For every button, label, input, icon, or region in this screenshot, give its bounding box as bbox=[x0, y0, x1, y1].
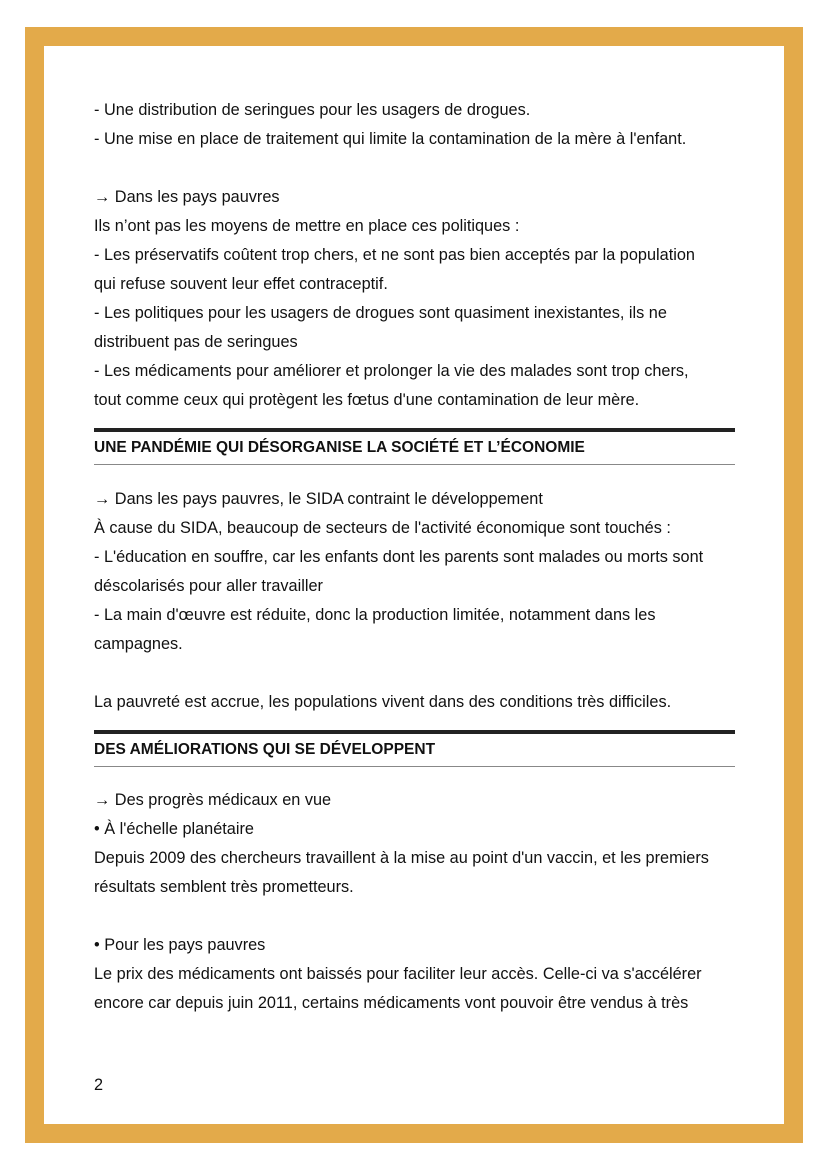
text-line: Le prix des médicaments ont baissés pour faciliter leur accès. Celle-ci va s'accélérer bbox=[94, 965, 702, 983]
text-line: À cause du SIDA, beaucoup de secteurs de l'activité économique sont touchés : bbox=[94, 519, 671, 537]
text-line bbox=[94, 902, 754, 931]
text-line: → Dans les pays pauvres bbox=[94, 188, 280, 206]
text-line: - Les politiques pour les usagers de drogues sont quasiment inexistantes, ils ne bbox=[94, 304, 667, 322]
text-line: campagnes. bbox=[94, 635, 183, 653]
section-heading-pandemie bbox=[94, 428, 735, 465]
page-number: 2 bbox=[94, 1076, 104, 1094]
text-line: La pauvreté est accrue, les populations vivent dans des conditions très difficiles. bbox=[94, 693, 672, 711]
text-line: - L'éducation en souffre, car les enfants dont les parents sont malades ou morts sont bbox=[94, 548, 704, 566]
heading-rule-thin bbox=[94, 464, 735, 465]
text-line bbox=[94, 154, 754, 183]
text-line: déscolarisés pour aller travailler bbox=[94, 577, 323, 595]
text-line: • À l'échelle planétaire bbox=[94, 820, 254, 838]
text-line: encore car depuis juin 2011, certains médicaments vont pouvoir être vendus à très bbox=[94, 994, 689, 1012]
heading-text: DES AMÉLIORATIONS QUI SE DÉVELOPPENT bbox=[94, 741, 436, 758]
section-pandemie-text bbox=[94, 485, 754, 717]
heading-text: UNE PANDÉMIE QUI DÉSORGANISE LA SOCIÉTÉ ET L’ÉCONOMIE bbox=[94, 439, 585, 456]
section-intro-text bbox=[94, 96, 754, 415]
text-line: - Une mise en place de traitement qui limite la contamination de la mère à l'enfant. bbox=[94, 130, 687, 148]
text-line: Ils n’ont pas les moyens de mettre en place ces politiques : bbox=[94, 217, 520, 235]
text-line: → Des progrès médicaux en vue bbox=[94, 791, 332, 809]
heading-rule-thin bbox=[94, 766, 735, 767]
text-line: résultats semblent très prometteurs. bbox=[94, 878, 354, 896]
text-line: Depuis 2009 des chercheurs travaillent à la mise au point d'un vaccin, et les premiers bbox=[94, 849, 709, 867]
text-line: - Les médicaments pour améliorer et prolonger la vie des malades sont trop chers, bbox=[94, 362, 689, 380]
section-heading-ameliorations bbox=[94, 730, 735, 767]
text-line: → Dans les pays pauvres, le SIDA contraint le développement bbox=[94, 490, 543, 508]
text-line: distribuent pas de seringues bbox=[94, 333, 298, 351]
section-ameliorations-text bbox=[94, 786, 754, 1018]
text-line: - La main d'œuvre est réduite, donc la production limitée, notamment dans les bbox=[94, 606, 656, 624]
text-line: • Pour les pays pauvres bbox=[94, 936, 266, 954]
text-line: qui refuse souvent leur effet contraceptif. bbox=[94, 275, 388, 293]
text-line: tout comme ceux qui protègent les fœtus d'une contamination de leur mère. bbox=[94, 391, 640, 409]
text-line: - Une distribution de seringues pour les usagers de drogues. bbox=[94, 101, 531, 119]
text-line: - Les préservatifs coûtent trop chers, et ne sont pas bien acceptés par la population bbox=[94, 246, 695, 264]
text-line bbox=[94, 659, 754, 688]
